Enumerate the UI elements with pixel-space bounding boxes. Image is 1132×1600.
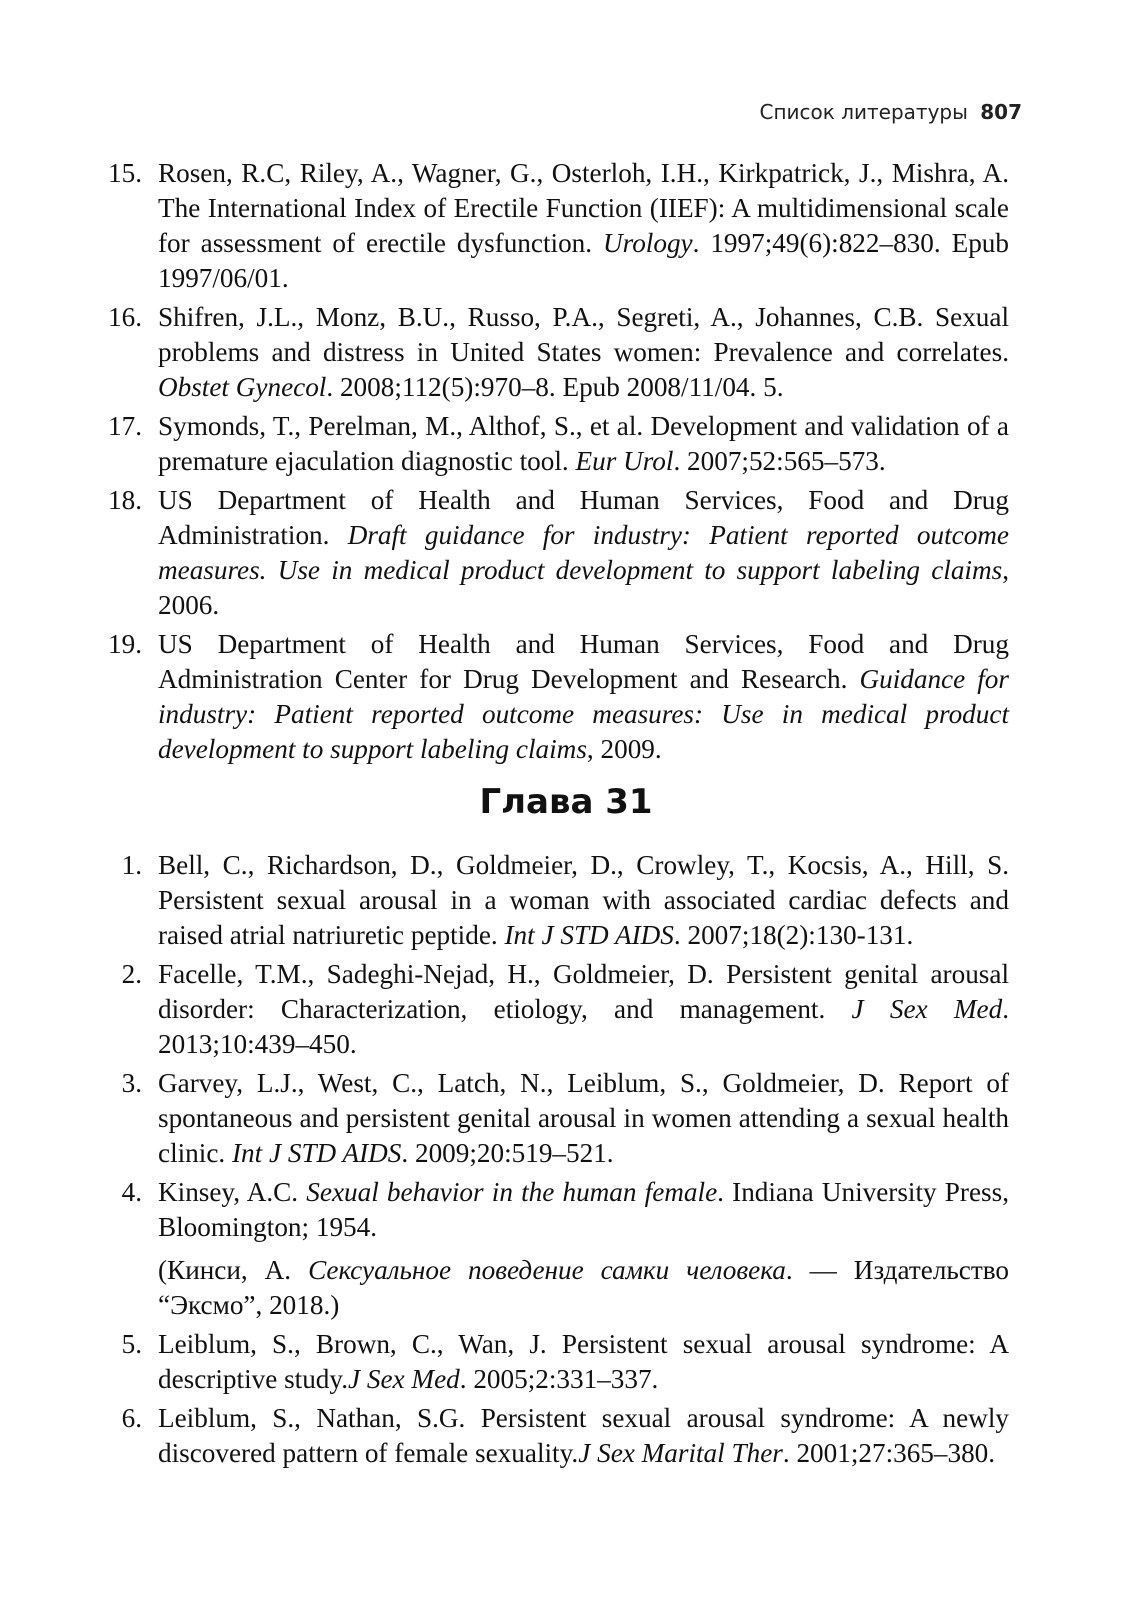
reference-text: . 1997;49(6):822–830. Epub 1997/06/01. [158, 228, 1009, 293]
reference-list-chapter-31 [0, 848, 1132, 1475]
reference-text: Symonds, T., Perelman, M., Althof, S., et al. Development and validation of a premature ejaculation diagnostic tool. [158, 411, 1009, 476]
reference-text: . 2005;2:331–337. [459, 1364, 659, 1394]
reference-text: Garvey, L.J., West, C., Latch, N., Leiblum, S., Goldmeier, D. Report of spontaneous and persistent genital arousal in women attending a sexual health clinic. [158, 1068, 1009, 1168]
reference-source-title: Сексуальное поведение самки человека [308, 1255, 786, 1285]
reference-entry [0, 627, 1132, 767]
reference-number: 2. [121, 959, 142, 989]
reference-text: Leiblum, S., Nathan, S.G. Persistent sexual arousal syndrome: A newly discovered pattern of female sexuality. [158, 1403, 1009, 1468]
reference-text: . 2013;10:439–450. [158, 994, 1009, 1059]
reference-source-title: Urology [603, 228, 693, 258]
reference-source-title: Sexual behavior in the human female [306, 1177, 718, 1207]
reference-entry [0, 483, 1132, 623]
reference-text: . 2007;18(2):130-131. [673, 920, 914, 950]
reference-number: 6. [121, 1403, 142, 1433]
reference-entry [0, 848, 1132, 953]
reference-number: 5. [121, 1329, 142, 1359]
reference-text: Kinsey, A.C. [158, 1177, 307, 1207]
reference-source-title: Int J STD AIDS [231, 1138, 402, 1168]
reference-text: Rosen, R.C, Riley, A., Wagner, G., Osterloh, I.H., Kirkpatrick, J., Mishra, A. The International Index of Erectile Function (IIEF): A multidimensional scale for assessment of erectile dysfunction. [158, 158, 1009, 258]
reference-number: 3. [121, 1068, 142, 1098]
reference-entry [0, 300, 1132, 405]
reference-text: US Department of Health and Human Services, Food and Drug Administration Center for Drug Development and Research. [158, 629, 1009, 694]
reference-text: Leiblum, S., Brown, C., Wan, J. Persistent sexual arousal syndrome: A descriptive study. [158, 1329, 1009, 1394]
reference-text: , 2009. [586, 734, 662, 764]
reference-text: Shifren, J.L., Monz, B.U., Russo, P.A., Segreti, A., Johannes, C.B. Sexual problems and distress in United States women: Prevalence and correlates. [158, 302, 1009, 367]
reference-source-title: J Sex Med [851, 994, 1003, 1024]
reference-text: . 2001;27:365–380. [782, 1438, 996, 1468]
reference-number: 18. [108, 485, 142, 515]
reference-number: 17. [108, 411, 142, 441]
reference-entry [0, 1066, 1132, 1171]
reference-text: , 2006. [158, 555, 1009, 620]
reference-source-title: J Sex Med [348, 1364, 460, 1394]
reference-text: . Indiana University Press, Bloomington; 1954. [158, 1177, 1009, 1242]
reference-source-title: Draft guidance for industry: Patient reported outcome measures. Use in medical product development to support labeling claims [158, 520, 1009, 585]
reference-entry [0, 1327, 1132, 1397]
reference-translation-note [158, 1253, 1009, 1323]
reference-number: 15. [108, 158, 142, 188]
reference-entry [0, 1401, 1132, 1471]
reference-text: . — Издательство “Эксмо”, 2018.) [158, 1255, 1009, 1320]
running-head-title: Список литературы [759, 100, 968, 124]
reference-text: . 2008;112(5):970–8. Epub 2008/11/04. 5. [326, 372, 784, 402]
reference-text: Facelle, T.M., Sadeghi-Nejad, H., Goldmeier, D. Persistent genital arousal disorder: Characterization, etiology, and management. [158, 959, 1009, 1024]
reference-number: 19. [108, 629, 142, 659]
reference-entry [0, 156, 1132, 296]
reference-text: US Department of Health and Human Services, Food and Drug Administration. [158, 485, 1009, 550]
reference-source-title: Guidance for industry: Patient reported outcome measures: Use in medical product development to support labeling claims [158, 664, 1009, 764]
reference-source-title: J Sex Marital Ther [578, 1438, 783, 1468]
running-head [760, 100, 1022, 124]
reference-text: Bell, C., Richardson, D., Goldmeier, D., Crowley, T., Kocsis, A., Hill, S. Persistent sexual arousal in a woman with associated cardiac defects and raised atrial natriuretic peptide. [158, 850, 1009, 950]
reference-list-previous-chapter [0, 156, 1132, 771]
page-number: 807 [980, 100, 1022, 124]
reference-entry [0, 1175, 1132, 1323]
reference-text: . 2007;52:565–573. [673, 446, 886, 476]
chapter-heading: Глава 31 [479, 782, 653, 822]
reference-source-title: Eur Urol [575, 446, 674, 476]
reference-number: 16. [108, 302, 142, 332]
reference-entry [0, 409, 1132, 479]
reference-text: (Кинси, А. [158, 1255, 309, 1285]
reference-number: 1. [121, 850, 142, 880]
reference-source-title: Obstet Gynecol [158, 372, 327, 402]
reference-text: . 2009;20:519–521. [401, 1138, 614, 1168]
reference-number: 4. [121, 1177, 142, 1207]
reference-entry [0, 957, 1132, 1062]
reference-source-title: Int J STD AIDS [504, 920, 674, 950]
